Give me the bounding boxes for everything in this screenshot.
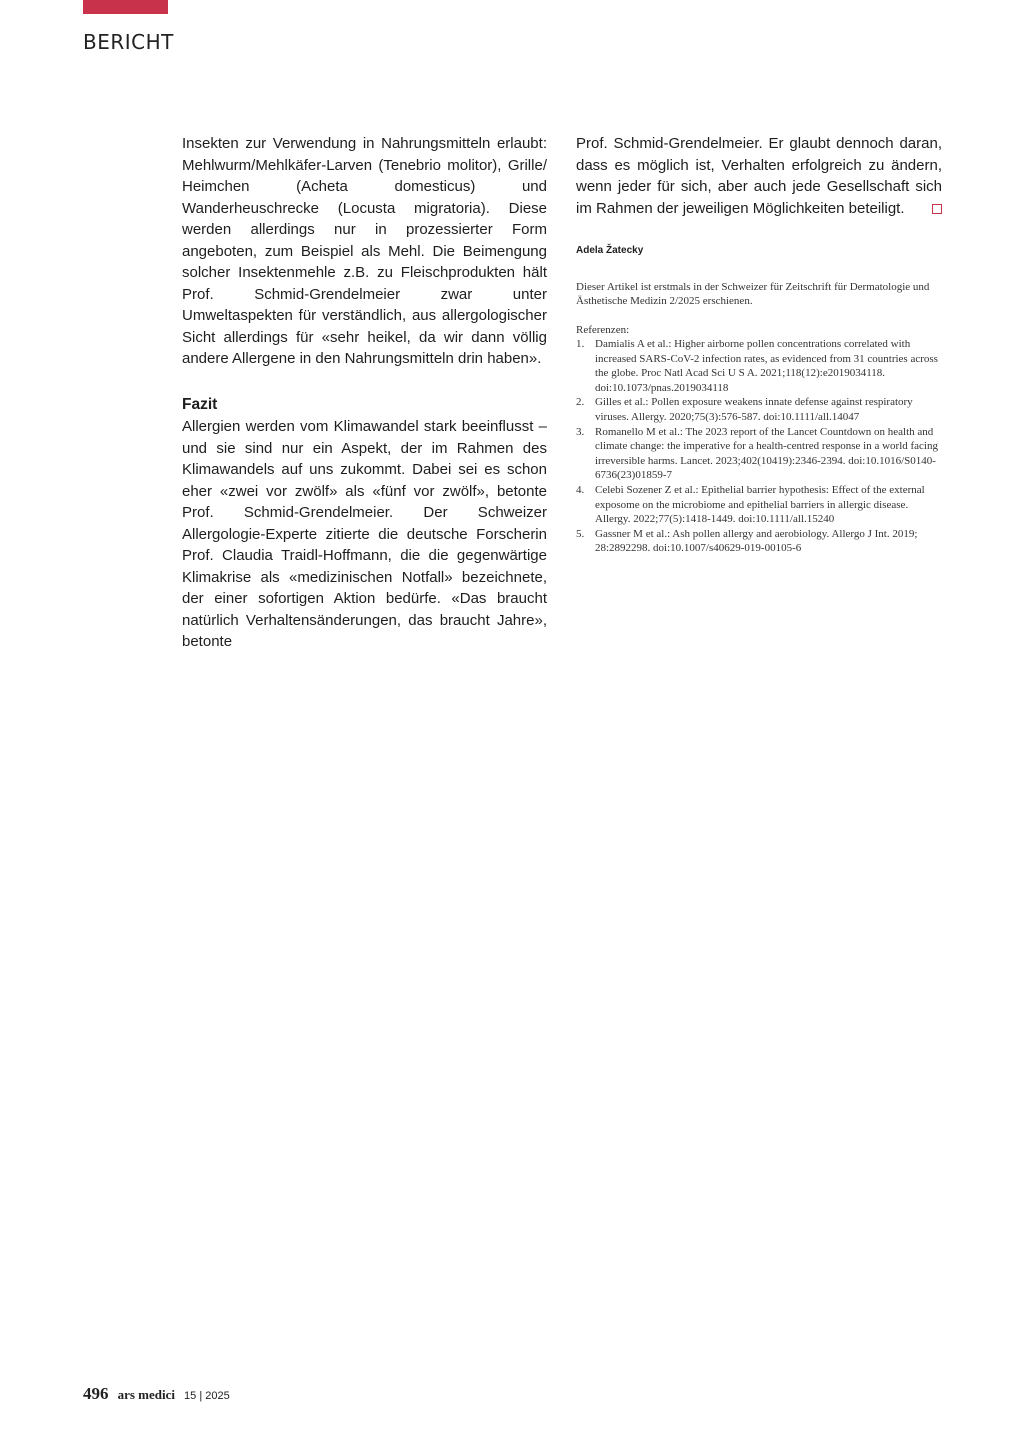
- page-number: 496: [83, 1384, 109, 1403]
- references: [576, 323, 942, 557]
- reference-item: [576, 337, 942, 395]
- reference-number: 2.: [576, 396, 585, 409]
- reference-text: Gilles et al.: Pollen exposure weakens innate defense against respiratory viruses. Allergy. 2020;75(3):576-587. doi:10.1111/all.14047: [595, 396, 913, 424]
- reference-text: Romanello M et al.: The 2023 report of the Lancet Countdown on health and climate change: the imperative for a health-centred response in a world facing irreversible harms. Lancet. 2023;402(10419):2346-2394. doi:10.1016/S0140-6736(23)01859-7: [595, 425, 938, 482]
- reference-number: 1.: [576, 338, 585, 351]
- right-column: [576, 133, 942, 556]
- section-label: BERICHT: [83, 30, 174, 54]
- body-paragraph: [576, 133, 942, 219]
- header-accent-bar: [83, 0, 168, 14]
- body-paragraph: Insekten zur Verwendung in Nahrungsmitteln erlaubt: Mehlwurm/Mehlkäfer-Larven (Tenebrio molitor), Grille/ Heimchen (Acheta domesticus) und Wanderheuschrecke (Locusta migratoria). Diese werden allerdings nur in prozessierter Form angeboten, zum Beispiel als Mehl. Die Beimengung solcher Insektenmehle z.B. zu Fleischprodukten hält Prof. Schmid-Grendelmeier zwar unter Umweltaspekten für verständlich, aus allergologischer Sicht allerdings für «sehr heikel, da wir dann völlig andere Allergene in den Nahrungsmitteln drin haben».: [182, 135, 547, 367]
- issue-label: 15 | 2025: [184, 1390, 230, 1402]
- body-text: Prof. Schmid-Grendelmeier. Er glaubt dennoch daran, dass es möglich ist, Verhalten erfolgreich zu ändern, wenn jeder für sich, aber auch jede Gesellschaft sich im Rahmen der jeweiligen Möglichkeiten beteiligt.: [576, 135, 942, 217]
- end-of-article-icon: [932, 204, 942, 214]
- reference-item: [576, 395, 942, 424]
- page-footer: [83, 1384, 230, 1404]
- left-column: [182, 133, 547, 653]
- section-heading: Fazit: [182, 395, 218, 413]
- author-name: Adela Žatecky: [576, 245, 644, 256]
- reference-number: 4.: [576, 484, 585, 497]
- reference-number: 3.: [576, 425, 585, 438]
- references-title: Referenzen:: [576, 323, 630, 336]
- publication-note: Dieser Artikel ist erstmals in der Schweizer für Zeitschrift für Dermatologie und Ästhetische Medizin 2/2025 erschienen.: [576, 280, 930, 307]
- reference-text: Gassner M et al.: Ash pollen allergy and aerobiology. Allergo J Int. 2019; 28:2892298. doi:10.1007/s40629-019-00105-6: [595, 527, 918, 555]
- body-paragraph: Allergien werden vom Klimawandel stark beeinflusst – und sie sind nur ein Aspekt, der im Rahmen des Klimawandels auf uns zukommt. Dabei sei es schon eher «zwei vor zwölf» als «fünf vor zwölf», betonte Prof. Schmid-Grendelmeier. Der Schweizer Allergologie-Experte zitierte die deutsche Forscherin Prof. Claudia Traidl-Hoffmann, die die gegenwärtige Klimakrise als «medizinischen Notfall» bezeichnete, der einer sofortigen Aktion bedürfe. «Das braucht natürlich Verhaltensänderungen, das braucht Jahre», betonte: [182, 418, 547, 650]
- reference-text: Celebi Sozener Z et al.: Epithelial barrier hypothesis: Effect of the external exposome on the microbiome and epithelial barriers in allergic disease. Allergy. 2022;77(5):1418-1449. doi:10.1111/all.15240: [595, 484, 925, 526]
- reference-item: [576, 425, 942, 483]
- reference-number: 5.: [576, 527, 585, 540]
- magazine-name: ars medici: [117, 1387, 175, 1402]
- reference-item: [576, 527, 942, 556]
- reference-text: Damialis A et al.: Higher airborne pollen concentrations correlated with increased SARS-CoV-2 infection rates, as evidenced from 31 countries across the globe. Proc Natl Acad Sci U S A. 2021;118(12):e2019034118. doi:10.1073/pnas.2019034118: [595, 338, 938, 394]
- reference-item: [576, 483, 942, 527]
